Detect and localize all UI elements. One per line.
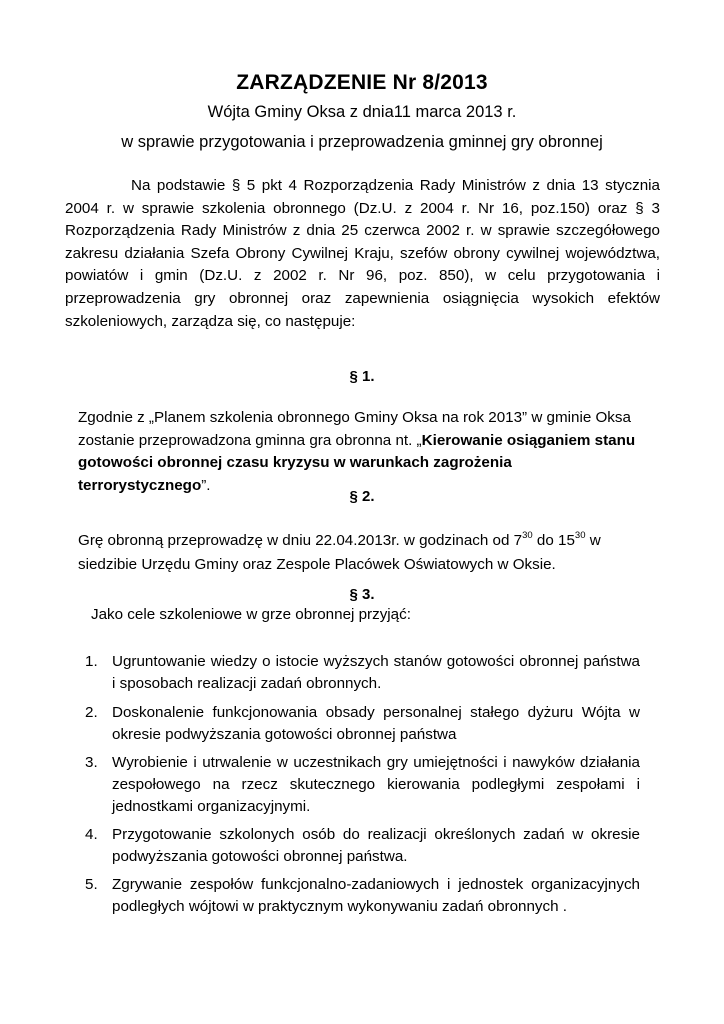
document-subtitle-subject: w sprawie przygotowania i przeprowadzenia gminnej gry obronnej (121, 133, 603, 151)
section-2-text-end: w siedzibie Urzędu Gminy oraz Zespole Placówek Oświatowych w Oksie. (78, 532, 601, 573)
list-item-number: 2. (85, 704, 98, 721)
time-from-minutes: 30 (522, 530, 533, 541)
list-item-number: 1. (85, 653, 98, 670)
section-2-text-mid: do 15 (532, 532, 575, 549)
legal-basis-paragraph (65, 175, 660, 333)
exercise-topic: Kierowanie osiąganiem stanu gotowości obronnej czasu kryzysu w warunkach zagrożenia terrorystycznego (78, 431, 636, 494)
section-2-paragraph (78, 529, 638, 577)
list-item-text: Zgrywanie zespołów funkcjonalno-zadaniowych i jednostek organizacyjnych podległych wójtowi w praktycznym wykonywaniu zadań obronnych . (112, 876, 640, 915)
list-item (85, 651, 640, 695)
list-item-text: Przygotowanie szkolonych osób do realizacji określonych zadań w okresie podwyższania gotowości obronnej państwa. (112, 826, 640, 865)
list-item (85, 752, 640, 818)
list-item-number: 3. (85, 754, 98, 771)
list-item-text: Wyrobienie i utrwalenie w uczestnikach gry umiejętności i nawyków działania zespołowego na rzecz skutecznego kierowania podległymi zespołami i jednostkami organizacyjnymi. (112, 754, 640, 815)
section-3-intro: Jako cele szkoleniowe w grze obronnej przyjąć: (91, 606, 411, 623)
list-item (85, 824, 640, 868)
section-2-text-start: Grę obronną przeprowadzę w dniu 22.04.2013r. w godzinach od 7 (78, 532, 523, 549)
time-to-minutes: 30 (574, 530, 586, 541)
section-3-heading: § 3. (349, 586, 375, 603)
list-item-number: 4. (85, 826, 98, 843)
section-2-heading: § 2. (349, 488, 375, 505)
list-item (85, 702, 640, 746)
section-1-heading: § 1. (349, 368, 375, 385)
list-item-text: Doskonalenie funkcjonowania obsady personalnej stałego dyżuru Wójta w okresie podwyższania gotowości obronnej państwa (112, 704, 640, 743)
document-subtitle-issuer: Wójta Gminy Oksa z dnia11 marca 2013 r. (207, 103, 517, 121)
document-title: ZARZĄDZENIE Nr 8/2013 (236, 71, 488, 94)
list-item-number: 5. (85, 876, 98, 893)
section-1-text-end: ”. (201, 476, 211, 494)
section-1-text-start: Zgodnie z „Planem szkolenia obronnego Gminy Oksa na rok 2013” w gminie Oksa zostanie przeprowadzona gminna gra obronna nt. „ (78, 409, 631, 449)
legal-basis-text: Na podstawie § 5 pkt 4 Rozporządzenia Rady Ministrów z dnia 13 stycznia 2004 r. w sprawie szkolenia obronnego (Dz.U. z 2004 r. Nr 16, poz.150) oraz § 3 Rozporządzenia Rady Ministrów z dnia 25 czerwca 2002 r. w sprawie szczegółowego zakresu działania Szefa Obrony Cywilnej Kraju, szefów obrony cywilnej województwa, powiatów i gmin (Dz.U. z 2002 r. Nr 96, poz. 850), w celu przygotowania i przeprowadzenia gry obronnej oraz zapewnienia osiągnięcia wysokich efektów szkoleniowych, zarządza się, co następuje: (65, 177, 660, 330)
list-item (85, 874, 640, 918)
list-item-text: Ugruntowanie wiedzy o istocie wyższych stanów gotowości obronnej państwa i sposobach realizacji zadań obronnych. (112, 653, 640, 692)
section-1-paragraph (78, 407, 638, 497)
